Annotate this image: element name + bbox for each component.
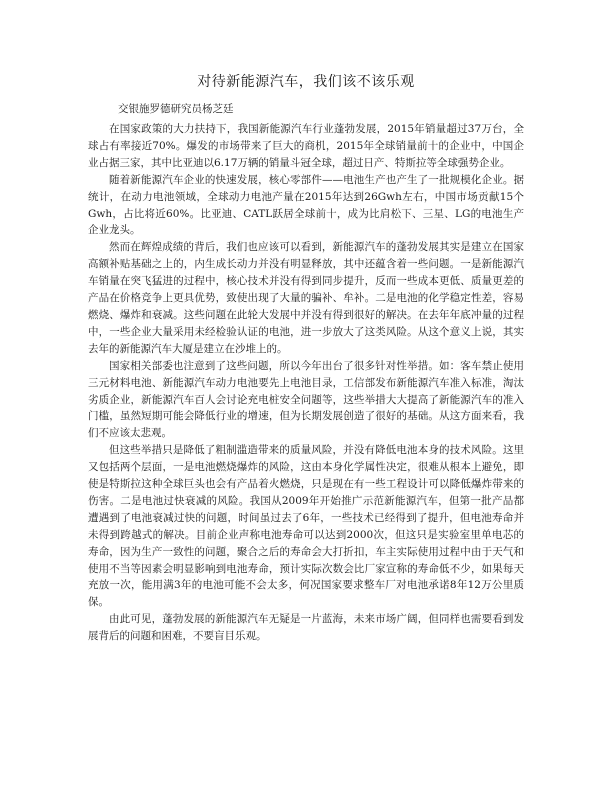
author-line: 交银施罗德研究员杨芝廷 bbox=[118, 103, 234, 115]
paragraph-3: 然而在辉煌成绩的背后，我们也应该可以看到，新能源汽车的蓬勃发展其实是建立在国家高额补贴基础之上的，内生成长动力并没有明显释放，其中还蕴含着一些问题。一是新能源汽车销量在突飞猛进的过程中，核心技术并没有得到同步提升，反而一些成本更低、质量更差的产品在价格竞争上更具优势，致使出现了大量的骗补、牟补。二是电池的化学稳定性差，容易燃烧、爆炸和衰减。这些问题在此轮大发展中并没有得到很好的解决。在去年年底冲量的过程中，一些企业大量采用未经检验认证的电池，进一步放大了这类风险。从这个意义上说，其实去年的新能源汽车大厦是建立在沙堆上的。 bbox=[88, 241, 524, 355]
paragraph-5: 但这些举措只是降低了粗制滥造带来的质量风险，并没有降低电池本身的技术风险。这里又包括两个层面，一是电池燃烧爆炸的风险，这由本身化学属性决定，很难从根本上避免，即使是特斯拉这种全球巨头也会有产品着火燃烧，只是现在有一些工程设计可以降低爆炸带来的伤害。二是电池过快衰减的风险。我国从2009年开始推广示范新能源汽车，但第一批产品都遭遇到了电池衰减过快的问题，时间虽过去了6年，一些技术已经得到了提升，但电池寿命并未得到跨越式的解决。目前企业声称电池寿命可以达到2000次，但这只是实验室里单电芯的寿命，因为生产一致性的问题，聚合之后的寿命会大打折扣，车主实际使用过程中由于天气和使用不当等因素会明显影响到电池寿命，预计实际次数会比厂家宣称的寿命低不少，如果每天充放一次，能用满3年的电池可能不会太多，何况国家要求整车厂对电池承诺8年12万公里质保。 bbox=[88, 444, 524, 609]
document-title: 对待新能源汽车，我们该不该乐观 bbox=[197, 74, 415, 90]
paragraph-2: 随着新能源汽车企业的快速发展，核心零部件——电池生产也产生了一批规模化企业。据统计，在动力电池领域，全球动力电池产量在2015年达到26Gwh左右，中国市场贡献15个Gwh，占比将近60%。比亚迪、CATL跃居全球前十，成为比肩松下、三星、LG的电池生产企业龙头。 bbox=[88, 173, 524, 237]
paragraph-1: 在国家政策的大力扶持下，我国新能源汽车行业蓬勃发展，2015年销量超过37万台，全球占有率接近70%。爆发的市场带来了巨大的商机，2015年全球销量前十的企业中，中国企业占据三家，其中比亚迪以6.17万辆的销量斗冠全球，超过日产、特斯拉等全球强势企业。 bbox=[88, 123, 524, 169]
paragraph-4: 国家相关部委也注意到了这些问题，所以今年出台了很多针对性举措。如：客车禁止使用三元材料电池、新能源汽车动力电池要先上电池目录，工信部发布新能源汽车准入标准，淘汰劣质企业，新能源汽车百人会讨论充电桩安全问题等，这些举措大大提高了新能源汽车的准入门槛，虽然短期可能会降低行业的增速，但为长期发展创造了很好的基础。从这方面来看，我们不应该太悲观。 bbox=[88, 359, 524, 440]
document-body bbox=[88, 121, 524, 645]
paragraph-6: 由此可见，蓬勃发展的新能源汽车无疑是一片蓝海，未来市场广阔，但同样也需要看到发展背后的问题和困难，不要盲目乐观。 bbox=[88, 613, 524, 643]
